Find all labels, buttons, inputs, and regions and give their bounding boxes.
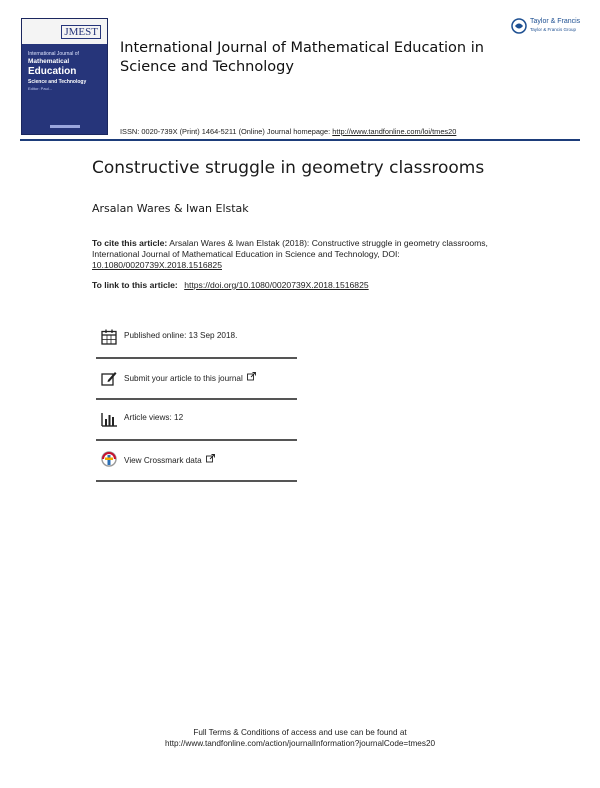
crossmark-row[interactable] [96, 451, 297, 491]
publisher-group: Taylor & Francis Group [530, 27, 577, 32]
crossmark-icon [100, 451, 118, 469]
issn-line [120, 127, 456, 136]
cover-line1: International Journal of [28, 51, 79, 57]
journal-title: International Journal of Mathematical Education in Science and Technology [120, 40, 484, 75]
submit-article-text: Submit your article to this journal [124, 374, 243, 383]
submit-article-row[interactable] [96, 369, 297, 409]
article-doi-link[interactable]: https://doi.org/10.1080/0020739X.2018.1516825 [184, 280, 369, 290]
cover-line2: Mathematical [28, 58, 70, 65]
info-divider [96, 480, 297, 482]
crossmark-link[interactable] [124, 454, 215, 465]
article-views-text: Article views: 12 [124, 413, 184, 422]
journal-cover [21, 18, 108, 135]
cover-acronym: JMEST [61, 25, 101, 39]
external-link-icon [247, 372, 256, 381]
edit-icon [100, 369, 118, 387]
info-divider [96, 357, 297, 359]
journal-homepage-link[interactable]: http://www.tandfonline.com/loi/tmes20 [332, 127, 457, 136]
cover-line5: Editor: Paul... [28, 86, 53, 91]
article-views-row [96, 410, 297, 450]
article-title: Constructive struggle in geometry classrooms [92, 158, 485, 178]
cover-publisher-mark [50, 125, 80, 128]
submit-article-link[interactable] [124, 372, 256, 383]
publisher-logo [511, 16, 581, 36]
cover-line3: Education [28, 66, 77, 77]
calendar-icon [100, 328, 118, 346]
cover-line4: Science and Technology [28, 79, 87, 85]
cite-doi-link[interactable]: 10.1080/0020739X.2018.1516825 [92, 260, 222, 270]
issn-text: ISSN: 0020-739X (Print) 1464-5211 (Online) Journal homepage: [120, 127, 331, 136]
link-label: To link to this article: [92, 280, 178, 290]
published-online-text: Published online: 13 Sep 2018. [124, 331, 238, 340]
crossmark-text: View Crossmark data [124, 456, 202, 465]
cite-label: To cite this article: [92, 238, 168, 248]
bar-chart-icon [100, 410, 118, 428]
header-rule [20, 139, 580, 141]
info-divider [96, 398, 297, 400]
footer-line1: Full Terms & Conditions of access and use can be found at [193, 728, 407, 737]
cite-block [92, 238, 512, 271]
publisher-name: Taylor & Francis [530, 18, 581, 25]
published-online-row [96, 328, 297, 368]
article-authors: Arsalan Wares & Iwan Elstak [92, 202, 249, 215]
external-link-icon [206, 454, 215, 463]
footer [0, 727, 600, 749]
info-divider [96, 439, 297, 441]
publisher-logo-icon [511, 18, 527, 34]
footer-terms-link[interactable]: http://www.tandfonline.com/action/journalInformation?journalCode=tmes20 [164, 739, 436, 748]
link-line [92, 280, 369, 290]
cite-text: Arsalan Wares & Iwan Elstak (2018): Constructive struggle in geometry classrooms, International Journal of Mathematical Education in Science and Technology, DOI: [92, 238, 488, 259]
